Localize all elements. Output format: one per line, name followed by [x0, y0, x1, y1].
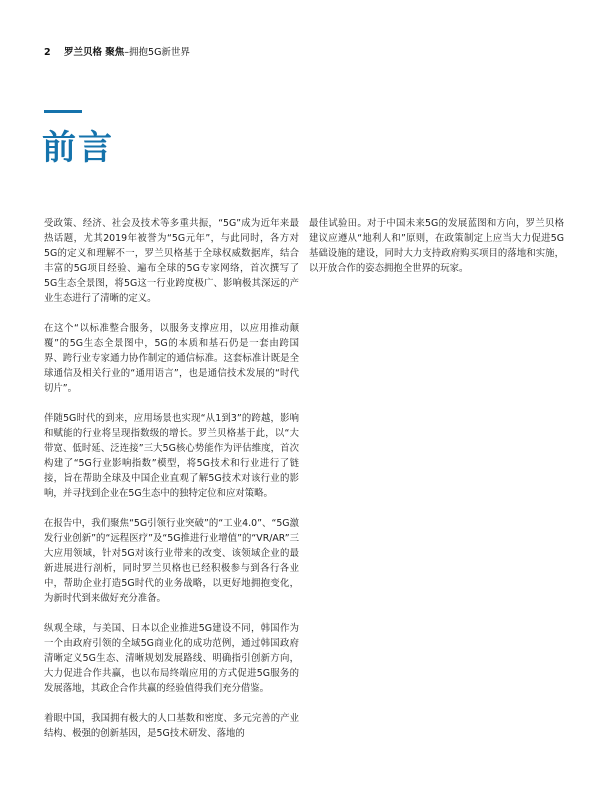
left-column	[44, 216, 299, 756]
title-accent-rule	[44, 110, 82, 113]
running-header	[44, 44, 190, 58]
paragraph: 伴随5G时代的到来，应用场景也实现“从1到3”的跨越，影响和赋能的行业将呈现指数级的增长。罗兰贝格基于此，以“大带宽、低时延、泛连接”三大5G核心势能作为评估维度，首次构建了“5G行业影响指数”模型，将5G技术和行业进行了链接，旨在帮助全球及中国企业直观了解5G技术对该行业的影响，并寻找到企业在5G生态中的独特定位和应对策略。	[44, 413, 299, 499]
right-column	[309, 216, 564, 291]
page-title: 前言	[42, 128, 114, 168]
header-separator: –	[124, 47, 130, 58]
paragraph: 受政策、经济、社会及技术等多重共振，“5G”成为近年来最热话题，尤其2019年被誉为“5G元年”，与此同时，各方对5G的定义和理解不一，罗兰贝格基于全球权威数据库，结合丰富的5G项目经验、遍布全球的5G专家网络，首次撰写了5G生态全景图，将5G这一行业跨度极广、影响极其深远的产业生态进行了清晰的定义。	[44, 218, 299, 304]
paragraph: 纵观全球，与美国、日本以企业推进5G建设不同，韩国作为一个由政府引领的全域5G商业化的成功范例，通过韩国政府清晰定义5G生态、清晰规划发展路线、明确指引创新方向，大力促进合作共赢，也以布局终端应用的方式促进5G服务的发展落地，其政企合作共赢的经验值得我们充分借鉴。	[44, 623, 299, 694]
header-brand: 罗兰贝格	[63, 47, 102, 58]
paragraph: 在这个“以标准整合服务，以服务支撑应用，以应用推动颠覆”的5G生态全景图中，5G的本质和基石仍是一套由跨国界、跨行业专家通力协作制定的通信标准。这套标准计既是全球通信及相关行业的“通用语言”，也是通信技术发展的“时代切片”。	[44, 323, 299, 394]
paragraph: 在报告中，我们聚焦“5G引领行业突破”的“工业4.0”、“5G激发行业创新”的“远程医疗”及“5G推进行业增值”的“VR/AR”三大应用领域，针对5G对该行业带来的改变、该领域企业的最新进展进行剖析，同时罗兰贝格也已经积极参与到各行各业中，帮助企业打造5G时代的业务战略，以更好地拥抱变化，为新时代到来做好充分准备。	[44, 518, 299, 604]
header-section: 聚焦	[105, 47, 125, 58]
paragraph: 着眼中国，我国拥有极大的人口基数和密度、多元完善的产业结构、极强的创新基因，是5G技术研发、落地的	[44, 713, 299, 739]
header-subtitle: 拥抱5G新世界	[129, 47, 190, 58]
page-number: 2	[44, 47, 51, 58]
paragraph: 最佳试验田。对于中国未来5G的发展蓝图和方向，罗兰贝格建议应遵从“地利人和”原则，在政策制定上应当大力促进5G基础设施的建设，同时大力支持政府购买项目的落地和实施，以开放合作的姿态拥抱全世界的玩家。	[309, 218, 564, 274]
